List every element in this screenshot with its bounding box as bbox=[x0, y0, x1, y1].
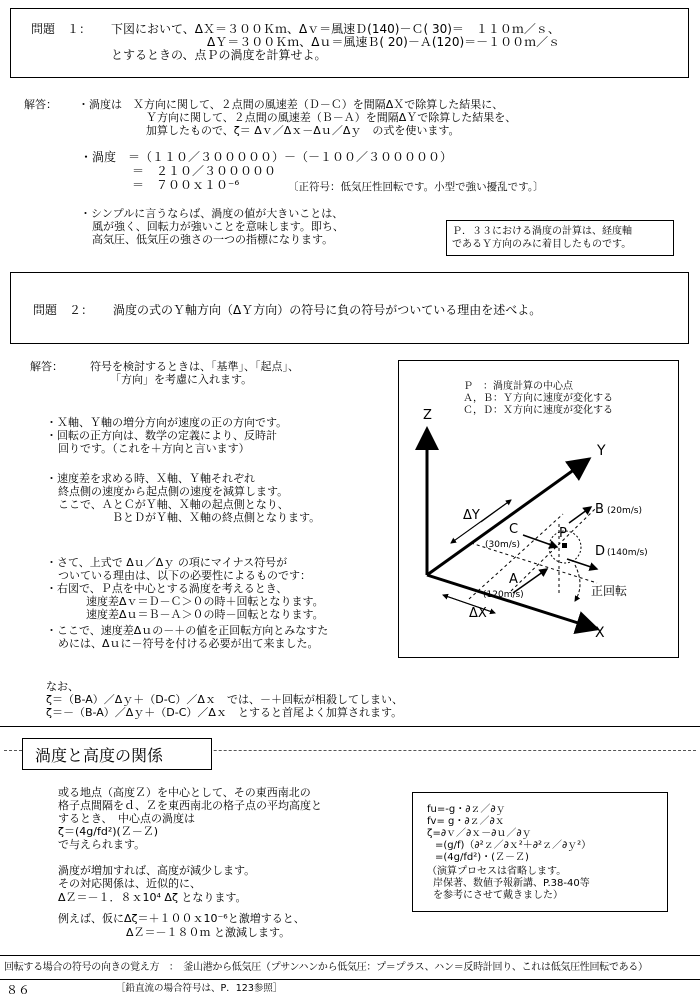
diagram-legend-p: Ｐ ：渦度計算の中心点 bbox=[463, 381, 573, 392]
answer2-label: 解答： bbox=[30, 360, 63, 373]
footer-note: ［鉛直流の場合符号は、P．123参照］ bbox=[116, 983, 283, 994]
answer1-note-line2: であるＹ方向のみに着目したものです。 bbox=[452, 239, 632, 250]
section2-left2-line1: 渦度が増加すれば、高度が減少します。 bbox=[58, 864, 256, 877]
z-axis-label: Z bbox=[423, 408, 432, 423]
page-number: ８６ bbox=[6, 983, 31, 997]
answer1-calc-note: 〔正符号：低気圧性回転です。小型で強い擾乱です。〕 bbox=[288, 181, 544, 193]
problem1-line1: 下図において、ΔＸ＝３００Ｋｍ、Δｖ＝風速Ｄ(140)－Ｃ( 30)＝ １１０ｍ／ｓ、 bbox=[111, 22, 560, 36]
formula-line8: を参考にさせて戴きました） bbox=[433, 890, 563, 901]
point-p-label: P bbox=[559, 526, 567, 541]
rotation-arrow bbox=[575, 565, 580, 601]
section2-left2-line3: ΔＺ＝－１．８ｘ10⁴ Δζ となります。 bbox=[58, 891, 247, 904]
point-d-speed: (140m/s) bbox=[607, 548, 648, 558]
answer2-conclusion-line2: ζ＝（B-A）／Δｙ＋（D-C）／Δｘ では、－＋回転が相殺してしまい、 bbox=[46, 693, 403, 706]
answer2-b2-line3: ここで、ＡとＣがＹ軸、Ｘ軸の起点側となり、 bbox=[58, 498, 289, 511]
y-axis bbox=[427, 459, 589, 575]
answer2-intro-line1: 符号を検討するときは、「基準」、「起点」、 bbox=[90, 360, 299, 373]
answer1-p2-line2: 風が強く、回転力が強いことを意味します。即ち、 bbox=[92, 220, 344, 233]
answer2-b3-line5: 速度差Δｕ＝Ｂ－Ａ＞０の時－回転となります。 bbox=[86, 608, 324, 621]
footer-top-rule bbox=[0, 955, 700, 956]
problem2-text: 渦度の式のＹ軸方向（ΔＹ方向）の符号に負の符号がついている理由を述べよ。 bbox=[113, 303, 542, 317]
formula-line6: （演算プロセスは省略します。 bbox=[427, 866, 567, 877]
section2-left3-line2: ΔＺ＝－１８０ｍ と激減します。 bbox=[126, 926, 291, 939]
section2-title-box bbox=[22, 738, 212, 770]
section2-left3-line1: 例えば、仮にΔζ＝＋１００ｘ10⁻⁶と激増すると、 bbox=[58, 912, 305, 925]
answer1-p1-line3: 加算したもので、ζ＝ Δｖ／Δｘ－Δｕ／Δｙ の式を使います。 bbox=[146, 124, 460, 137]
point-c-label: C bbox=[509, 522, 519, 537]
delta-x-label: ΔX bbox=[469, 606, 487, 621]
diagram-legend-cd: Ｃ，Ｄ：Ｘ方向に速度が変化する bbox=[463, 405, 613, 416]
answer2-b3-line2: ついている理由は、以下の必要性によるものです： bbox=[58, 569, 311, 582]
answer1-calc-line3: ＝ ７００ｘ１０⁻⁶ bbox=[132, 178, 240, 192]
answer2-b3-line1: ・さて、上式で Δｕ／Δｙ の項にマイナス符号が bbox=[46, 556, 288, 569]
point-a-label: A bbox=[509, 572, 518, 587]
answer1-calc-line2: ＝ ２１０／３０００００ bbox=[132, 164, 277, 178]
velocity-b-arrow bbox=[569, 507, 591, 523]
vorticity-diagram bbox=[398, 360, 679, 658]
formula-line2: fv= g・∂ｚ／∂ｘ bbox=[427, 816, 505, 827]
section2-left-line4: ζ＝(4g/fd²)(Ｚ－Ｚ) bbox=[58, 825, 159, 838]
formula-line4: =(g/f)（∂²ｚ／∂ｘ²＋∂²ｚ／∂ｙ²） bbox=[435, 840, 592, 851]
answer1-note-line1: Ｐ．３３における渦度の計算は、経度軸 bbox=[452, 226, 632, 237]
velocity-d-arrow bbox=[567, 559, 597, 569]
section2-left2-line2: その対応関係は、近似的に、 bbox=[58, 877, 201, 890]
point-b-label: B bbox=[595, 502, 604, 517]
problem2-box bbox=[10, 272, 689, 344]
point-c-speed: (30m/s) bbox=[485, 540, 520, 550]
section2-left-line3: するとき、 中心点の渦度は bbox=[58, 812, 196, 825]
answer1-note-box bbox=[446, 220, 674, 256]
formula-line1: fu=-g・∂ｚ／∂ｙ bbox=[427, 804, 506, 815]
footer-mnemonic: 回転する場合の符号の向きの覚え方 ： 釜山港から低気圧（プサンハンから低気圧：プ＝プラス、ハン＝反時計回り、これは低気圧性回転である） bbox=[4, 962, 648, 973]
diagram-legend-ab: Ａ，Ｂ：Ｙ方向に速度が変化する bbox=[463, 393, 613, 404]
rotation-label: 正回転 bbox=[591, 584, 628, 598]
x-axis-label: X bbox=[595, 625, 605, 641]
answer2-conclusion-line1: なお、 bbox=[46, 680, 79, 693]
y-axis-label: Y bbox=[597, 443, 606, 459]
section2-title: 渦度と高度の関係 bbox=[35, 746, 164, 765]
answer1-label: 解答： bbox=[24, 98, 57, 111]
section2-left-line1: 或る地点（高度Ｚ）を中心として、その東西南北の bbox=[58, 786, 311, 799]
answer2-b2-line4: ＢとＤがＹ軸、Ｘ軸の終点側となります。 bbox=[112, 511, 321, 524]
problem1-label: 問題 １： bbox=[31, 22, 92, 36]
answer1-p2-line3: 高気圧、低気圧の強さの一つの指標になります。 bbox=[92, 233, 334, 246]
formula-line3: ζ=∂ｖ／∂ｘ－∂ｕ／∂ｙ bbox=[427, 828, 532, 839]
answer1-p1-line1: ・渦度は Ｘ方向に関して、２点間の風速差（Ｄ－Ｃ）を間隔ΔＸで除算した結果に、 bbox=[78, 98, 504, 111]
section2-left-line5: で与えられます。 bbox=[58, 838, 146, 851]
point-b-speed: (20m/s) bbox=[607, 506, 642, 516]
problem1-line2: ΔＹ＝３００Ｋｍ、Δｕ＝風速Ｂ( 20)－Ａ(120)＝－１００ｍ／ｓ bbox=[207, 35, 561, 49]
problem1-line3: とするときの、点Ｐの渦度を計算せよ。 bbox=[111, 48, 327, 62]
section2-formula-box bbox=[412, 792, 668, 912]
answer2-b1-line3: 回りです。（これを＋方向と言います） bbox=[58, 442, 250, 455]
formula-line7: 岸保著、数値予報新講、P.38-40等 bbox=[433, 878, 590, 889]
answer2-intro-line2: 「方向」を考慮に入れます。 bbox=[110, 373, 253, 386]
axes-drawing bbox=[399, 361, 680, 659]
answer2-conclusion-line3: ζ＝－（B-A）／Δｙ＋（D-C）／Δｘ とすると首尾よく加算されます。 bbox=[46, 706, 403, 719]
section2-left-line2: 格子点間隔をｄ、Ｚを東西南北の格子点の平均高度と bbox=[58, 799, 322, 812]
answer2-b2-line1: ・速度差を求める時、Ｘ軸、Ｙ軸それぞれ bbox=[46, 472, 255, 485]
answer1-p1-line2: Ｙ方向に関して、２点間の風速差（Ｂ－Ａ）を間隔ΔＹで除算した結果を、 bbox=[146, 111, 517, 124]
answer2-b3-line4: 速度差Δｖ＝Ｄ－Ｃ＞０の時＋回転となります。 bbox=[86, 595, 324, 608]
answer2-b1-line1: ・Ｘ軸、Ｙ軸の増分方向が速度の正の方向です。 bbox=[46, 416, 288, 429]
answer2-b2-line2: 終点側の速度から起点側の速度を減算します。 bbox=[58, 485, 289, 498]
point-p-marker bbox=[562, 543, 567, 548]
problem1-box bbox=[10, 8, 689, 78]
answer2-b3-line6: ・ここで、速度差Δｕの－＋の値を正回転方向とみなすた bbox=[46, 624, 329, 637]
formula-line5: =(4g/fd²)・(Ｚ－Ｚ) bbox=[435, 852, 529, 863]
answer2-b3-line7: めには、Δｕに－符号を付ける必要が出て来ました。 bbox=[58, 637, 319, 650]
answer2-b3-line3: ・右図で、Ｐ点を中心とする渦度を考えるとき、 bbox=[46, 582, 288, 595]
footer-bottom-rule bbox=[0, 979, 700, 980]
point-a-speed: (120m/s) bbox=[483, 590, 524, 600]
top-region-bottom-rule bbox=[0, 726, 700, 727]
delta-y-label: ΔY bbox=[463, 508, 480, 523]
answer2-b1-line2: ・回転の正方向は、数学の定義により、反時計 bbox=[46, 429, 277, 442]
point-d-label: D bbox=[595, 544, 606, 559]
answer1-p2-line1: ・シンプルに言うならば、渦度の値が大きいことは、 bbox=[80, 207, 344, 220]
answer1-calc-line1: ・渦度 ＝（１１０／３０００００）－（－１００／３０００００） bbox=[80, 150, 453, 164]
problem2-label: 問題 ２： bbox=[33, 303, 94, 317]
